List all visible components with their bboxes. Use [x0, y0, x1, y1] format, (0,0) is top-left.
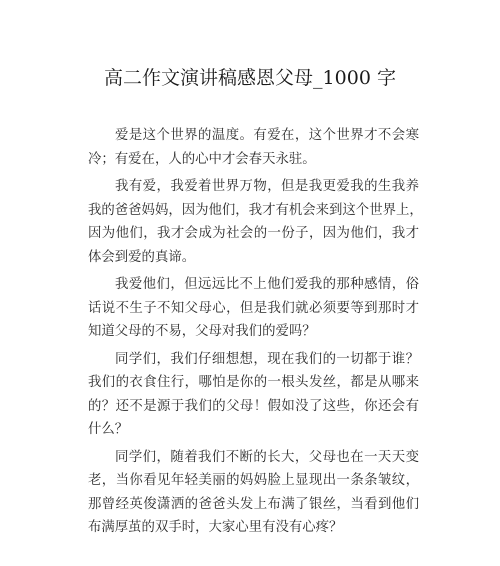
text-line: 冷；有爱在，人的心中才会春天永驻。 [88, 151, 316, 167]
text-line: 我的爸爸妈妈，因为他们，我才有机会来到这个世界上， [88, 202, 423, 218]
text-line: 同学们，我们仔细想想，现在我们的一切都于谁？ [115, 351, 419, 367]
document-body [88, 124, 423, 544]
text-line: 我爱他们，但远远比不上他们爱我的那种感情，俗 [115, 277, 419, 292]
text-line: 布满厚茧的双手时，大家心里有没有心疼？ [88, 520, 343, 535]
text-line: 老，当你看见年轻美丽的妈妈脸上显现出一条条皱纹， [88, 473, 419, 488]
text-line: 我有爱，我爱着世界万物，但是我更爱我的生我养 [115, 179, 419, 194]
text-line: 同学们，随着我们不断的长大，父母也在一天天变 [115, 449, 419, 465]
text-line: 话说不生子不知父母心，但是我们就必须要等到那时才 [88, 300, 419, 316]
text-line: 爱是这个世界的温度。有爱在，这个世界才不会寒 [115, 128, 419, 143]
text-line: 体会到爱的真谛。 [88, 249, 196, 265]
text-line: 的？还不是源于我们的父母！假如没了这些，你还会有 [88, 398, 419, 414]
text-line: 因为他们，我才会成为社会的一份子，因为他们，我才 [88, 226, 419, 241]
text-line: 那曾经英俊潇洒的爸爸头发上布满了银丝，当看到他们 [88, 496, 419, 512]
paragraph [88, 124, 419, 171]
text-line: 知道父母的不易，父母对我们的爱吗？ [88, 324, 316, 339]
text-line: 什么？ [88, 422, 129, 437]
document-title: 高二作文演讲稿感恩父母_1000 字 [104, 67, 396, 89]
paragraph [88, 175, 423, 269]
paragraph [88, 446, 419, 540]
paragraph [88, 348, 419, 442]
text-line: 我们的衣食住行，哪怕是你的一根头发丝，都是从哪来 [88, 375, 419, 390]
paragraph [88, 273, 419, 344]
